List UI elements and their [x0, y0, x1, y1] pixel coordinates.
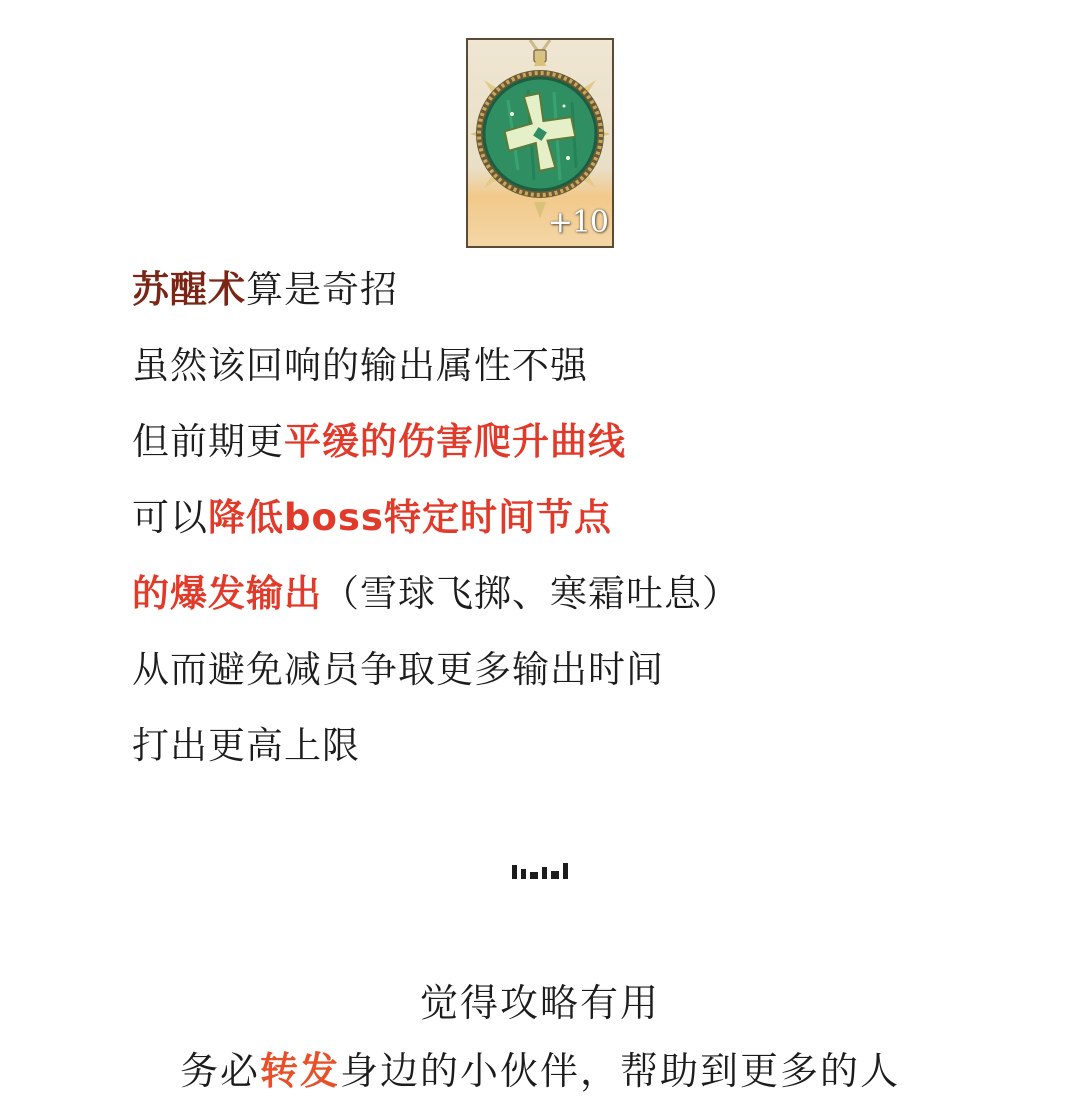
text-segment: 算是奇招 [246, 268, 398, 311]
footer-title: 觉得攻略有用 [419, 981, 660, 1025]
echo-item-card [466, 38, 614, 248]
text-segment: 可以 [132, 496, 208, 539]
text-line-1 [132, 262, 1012, 338]
highlight-text: 的爆发输出 [132, 572, 322, 615]
text-segment: 务必 [179, 1049, 260, 1093]
highlight-share: 转发 [259, 1049, 340, 1093]
text-segment: （雪球飞掷、寒霜吐息） [322, 572, 740, 615]
text-line-6 [132, 642, 1012, 718]
upgrade-level-badge: +10 [547, 205, 608, 240]
highlight-text: 降低boss特定时间节点 [208, 496, 612, 539]
highlight-text: 平缓的伤害爬升曲线 [284, 420, 626, 463]
text-line-5 [132, 566, 1012, 642]
text-line-4 [132, 490, 1012, 566]
text-line-7 [132, 718, 1012, 794]
text-line-2 [132, 338, 1012, 414]
highlight-skill-name: 苏醒术 [132, 268, 246, 311]
text-segment: 身边的小伙伴，帮助到更多的人 [340, 1049, 901, 1093]
text-segment: 虽然该回响的输出属性不强 [132, 344, 588, 387]
text-line-3 [132, 414, 1012, 490]
guide-text [132, 262, 1012, 794]
footer-share-prompt [0, 1040, 1080, 1095]
text-segment: 从而避免减员争取更多输出时间 [132, 648, 664, 691]
text-segment: 打出更高上限 [132, 724, 360, 767]
equalizer-divider-icon [512, 863, 570, 879]
text-segment: 但前期更 [132, 420, 284, 463]
